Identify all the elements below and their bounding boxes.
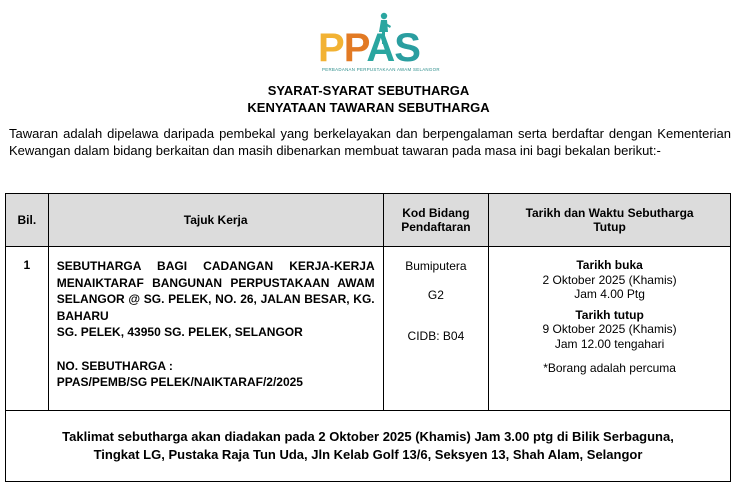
tajuk-text: SEBUTHARGA BAGI CADANGAN KERJA-KERJA MENAIKTARAF BANGUNAN PERPUSTAKAAN AWAM SELANGOR @ SG. PELEK, NO. 26, JALAN BESAR, KG. BAHARU SG. PELEK, 43950 SG. PELEK, SELANGOR: [56, 259, 375, 339]
no-sebutharga: NO. SEBUTHARGA : PPAS/PEMB/SG PELEK/NAIKTARAF/2/2025: [56, 358, 303, 389]
heading-line-1: SYARAT-SYARAT SEBUTHARGA: [267, 83, 470, 98]
briefing-notice: Taklimat sebutharga akan diadakan pada 2 Oktober 2025 (Khamis) Jam 3.00 ptg di Bilik Serbaguna, Tingkat LG, Pustaka Raja Tun Uda, Jln Kelab Golf 13/6, Seksyen 13, Shah Alam, Selangor: [6, 411, 731, 482]
header-bil: Bil.: [6, 194, 49, 247]
row-bil: 1: [6, 247, 49, 411]
intro-paragraph: Tawaran adalah dipelawa daripada pembekal yang berkelayakan dan berpengalaman serta berdaftar dengan Kementerian Kewangan dalam bidang berkaitan dan masih dibenarkan membuat tawaran pada masa ini bagi bekalan berikut:-: [9, 126, 731, 158]
header-kod: Kod Bidang Pendaftaran: [383, 194, 489, 247]
header-tajuk: Tajuk Kerja: [48, 194, 383, 247]
ppas-logo: [318, 12, 440, 76]
tender-table: [5, 193, 731, 482]
row-tarikh: Tarikh buka 2 Oktober 2025 (Khamis) Jam 4.00 Ptg Tarikh tutup 9 Oktober 2025 (Khamis) Jam 12.00 tengahari *Borang adalah percuma: [489, 247, 731, 411]
logo-tagline: PERBADANAN PERPUSTAKAAN AWAM SELANGOR: [322, 67, 440, 72]
table-header-row: [6, 194, 731, 247]
header-tarikh: Tarikh dan Waktu Sebutharga Tutup: [489, 194, 731, 247]
row-kod: Bumiputera G2 CIDB: B04: [383, 247, 489, 411]
row-tajuk: [48, 247, 383, 411]
heading-line-2: KENYATAAN TAWARAN SEBUTHARGA: [247, 100, 490, 115]
logo-wordmark: PPAS: [318, 26, 420, 70]
table-row: [6, 247, 731, 411]
table-footer-row: [6, 411, 731, 482]
